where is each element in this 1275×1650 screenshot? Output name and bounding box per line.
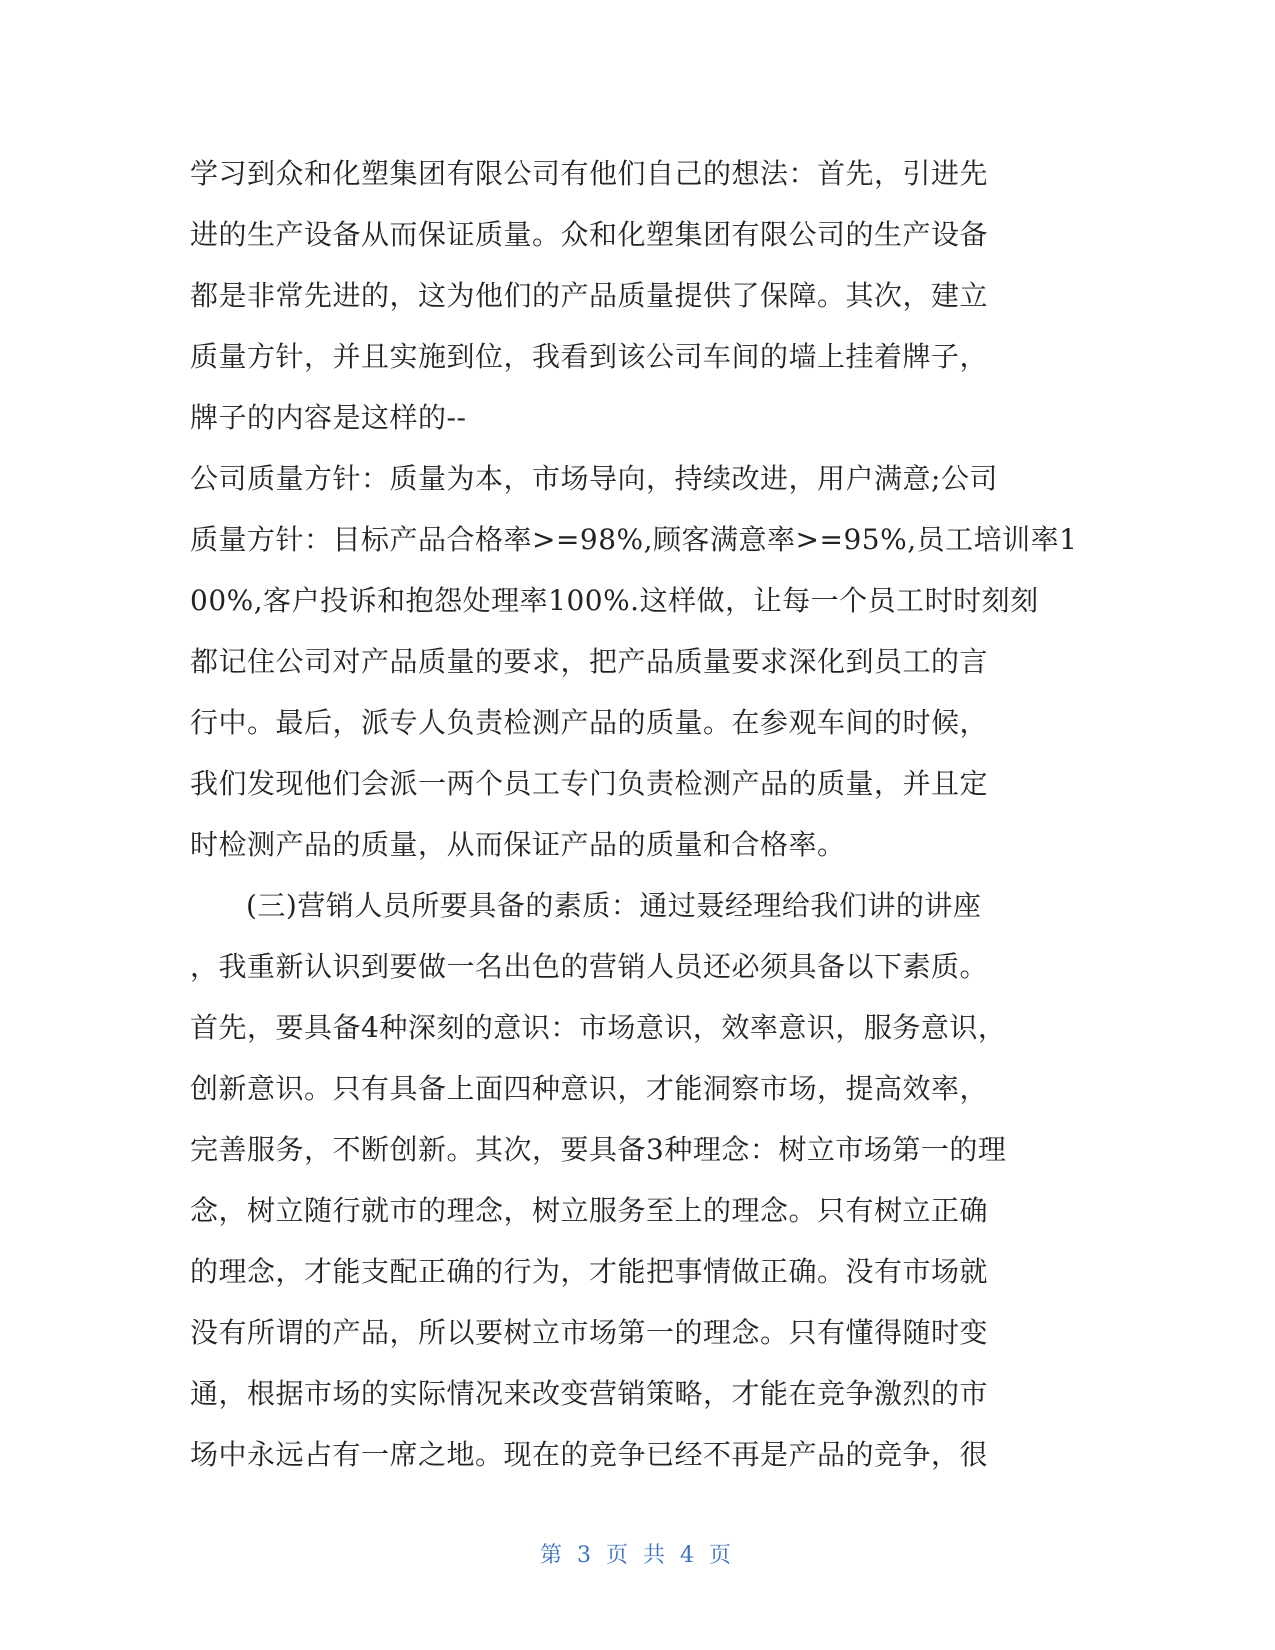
text-line: 都记住公司对产品质量的要求，把产品质量要求深化到员工的言 xyxy=(190,645,989,678)
text-line: 牌子的内容是这样的-- xyxy=(190,401,467,434)
text-line: 行中。最后，派专人负责检测产品的质量。在参观车间的时候， xyxy=(190,706,989,739)
text-line: 质量方针：目标产品合格率>=98%,顾客满意率>=95%,员工培训率1 xyxy=(190,523,1078,556)
text-line: 学习到众和化塑集团有限公司有他们自己的想法：首先，引进先 xyxy=(190,157,989,190)
text-line: 我们发现他们会派一两个员工专门负责检测产品的质量，并且定 xyxy=(190,767,989,800)
text-line: 创新意识。只有具备上面四种意识，才能洞察市场，提高效率， xyxy=(190,1072,989,1105)
text-line: 都是非常先进的，这为他们的产品质量提供了保障。其次，建立 xyxy=(190,279,989,312)
text-line: 00%,客户投诉和抱怨处理率100%.这样做，让每一个员工时时刻刻 xyxy=(190,584,1039,617)
text-line: 进的生产设备从而保证质量。众和化塑集团有限公司的生产设备 xyxy=(190,218,989,251)
text-line: 质量方针，并且实施到位，我看到该公司车间的墙上挂着牌子， xyxy=(190,340,989,373)
text-line: 完善服务，不断创新。其次，要具备3种理念：树立市场第一的理 xyxy=(190,1133,1007,1166)
text-line: ，我重新认识到要做一名出色的营销人员还必须具备以下素质。 xyxy=(190,950,989,983)
text-line: 公司质量方针：质量为本，市场导向，持续改进，用户满意;公司 xyxy=(190,462,998,495)
text-line: 通，根据市场的实际情况来改变营销策略，才能在竞争激烈的市 xyxy=(190,1377,989,1410)
text-line: 没有所谓的产品，所以要树立市场第一的理念。只有懂得随时变 xyxy=(190,1316,989,1349)
page-number-footer: 第 3 页 共 4 页 xyxy=(540,1543,735,1568)
text-line: 时检测产品的质量，从而保证产品的质量和合格率。 xyxy=(190,828,846,861)
document-body xyxy=(190,143,1090,1485)
section-heading-line: (三)营销人员所要具备的素质：通过聂经理给我们讲的讲座 xyxy=(246,889,982,922)
text-line: 的理念，才能支配正确的行为，才能把事情做正确。没有市场就 xyxy=(190,1255,989,1288)
text-line: 场中永远占有一席之地。现在的竞争已经不再是产品的竞争，很 xyxy=(190,1438,989,1471)
text-line: 首先，要具备4种深刻的意识：市场意识，效率意识，服务意识， xyxy=(190,1011,1007,1044)
text-line: 念，树立随行就市的理念，树立服务至上的理念。只有树立正确 xyxy=(190,1194,989,1227)
